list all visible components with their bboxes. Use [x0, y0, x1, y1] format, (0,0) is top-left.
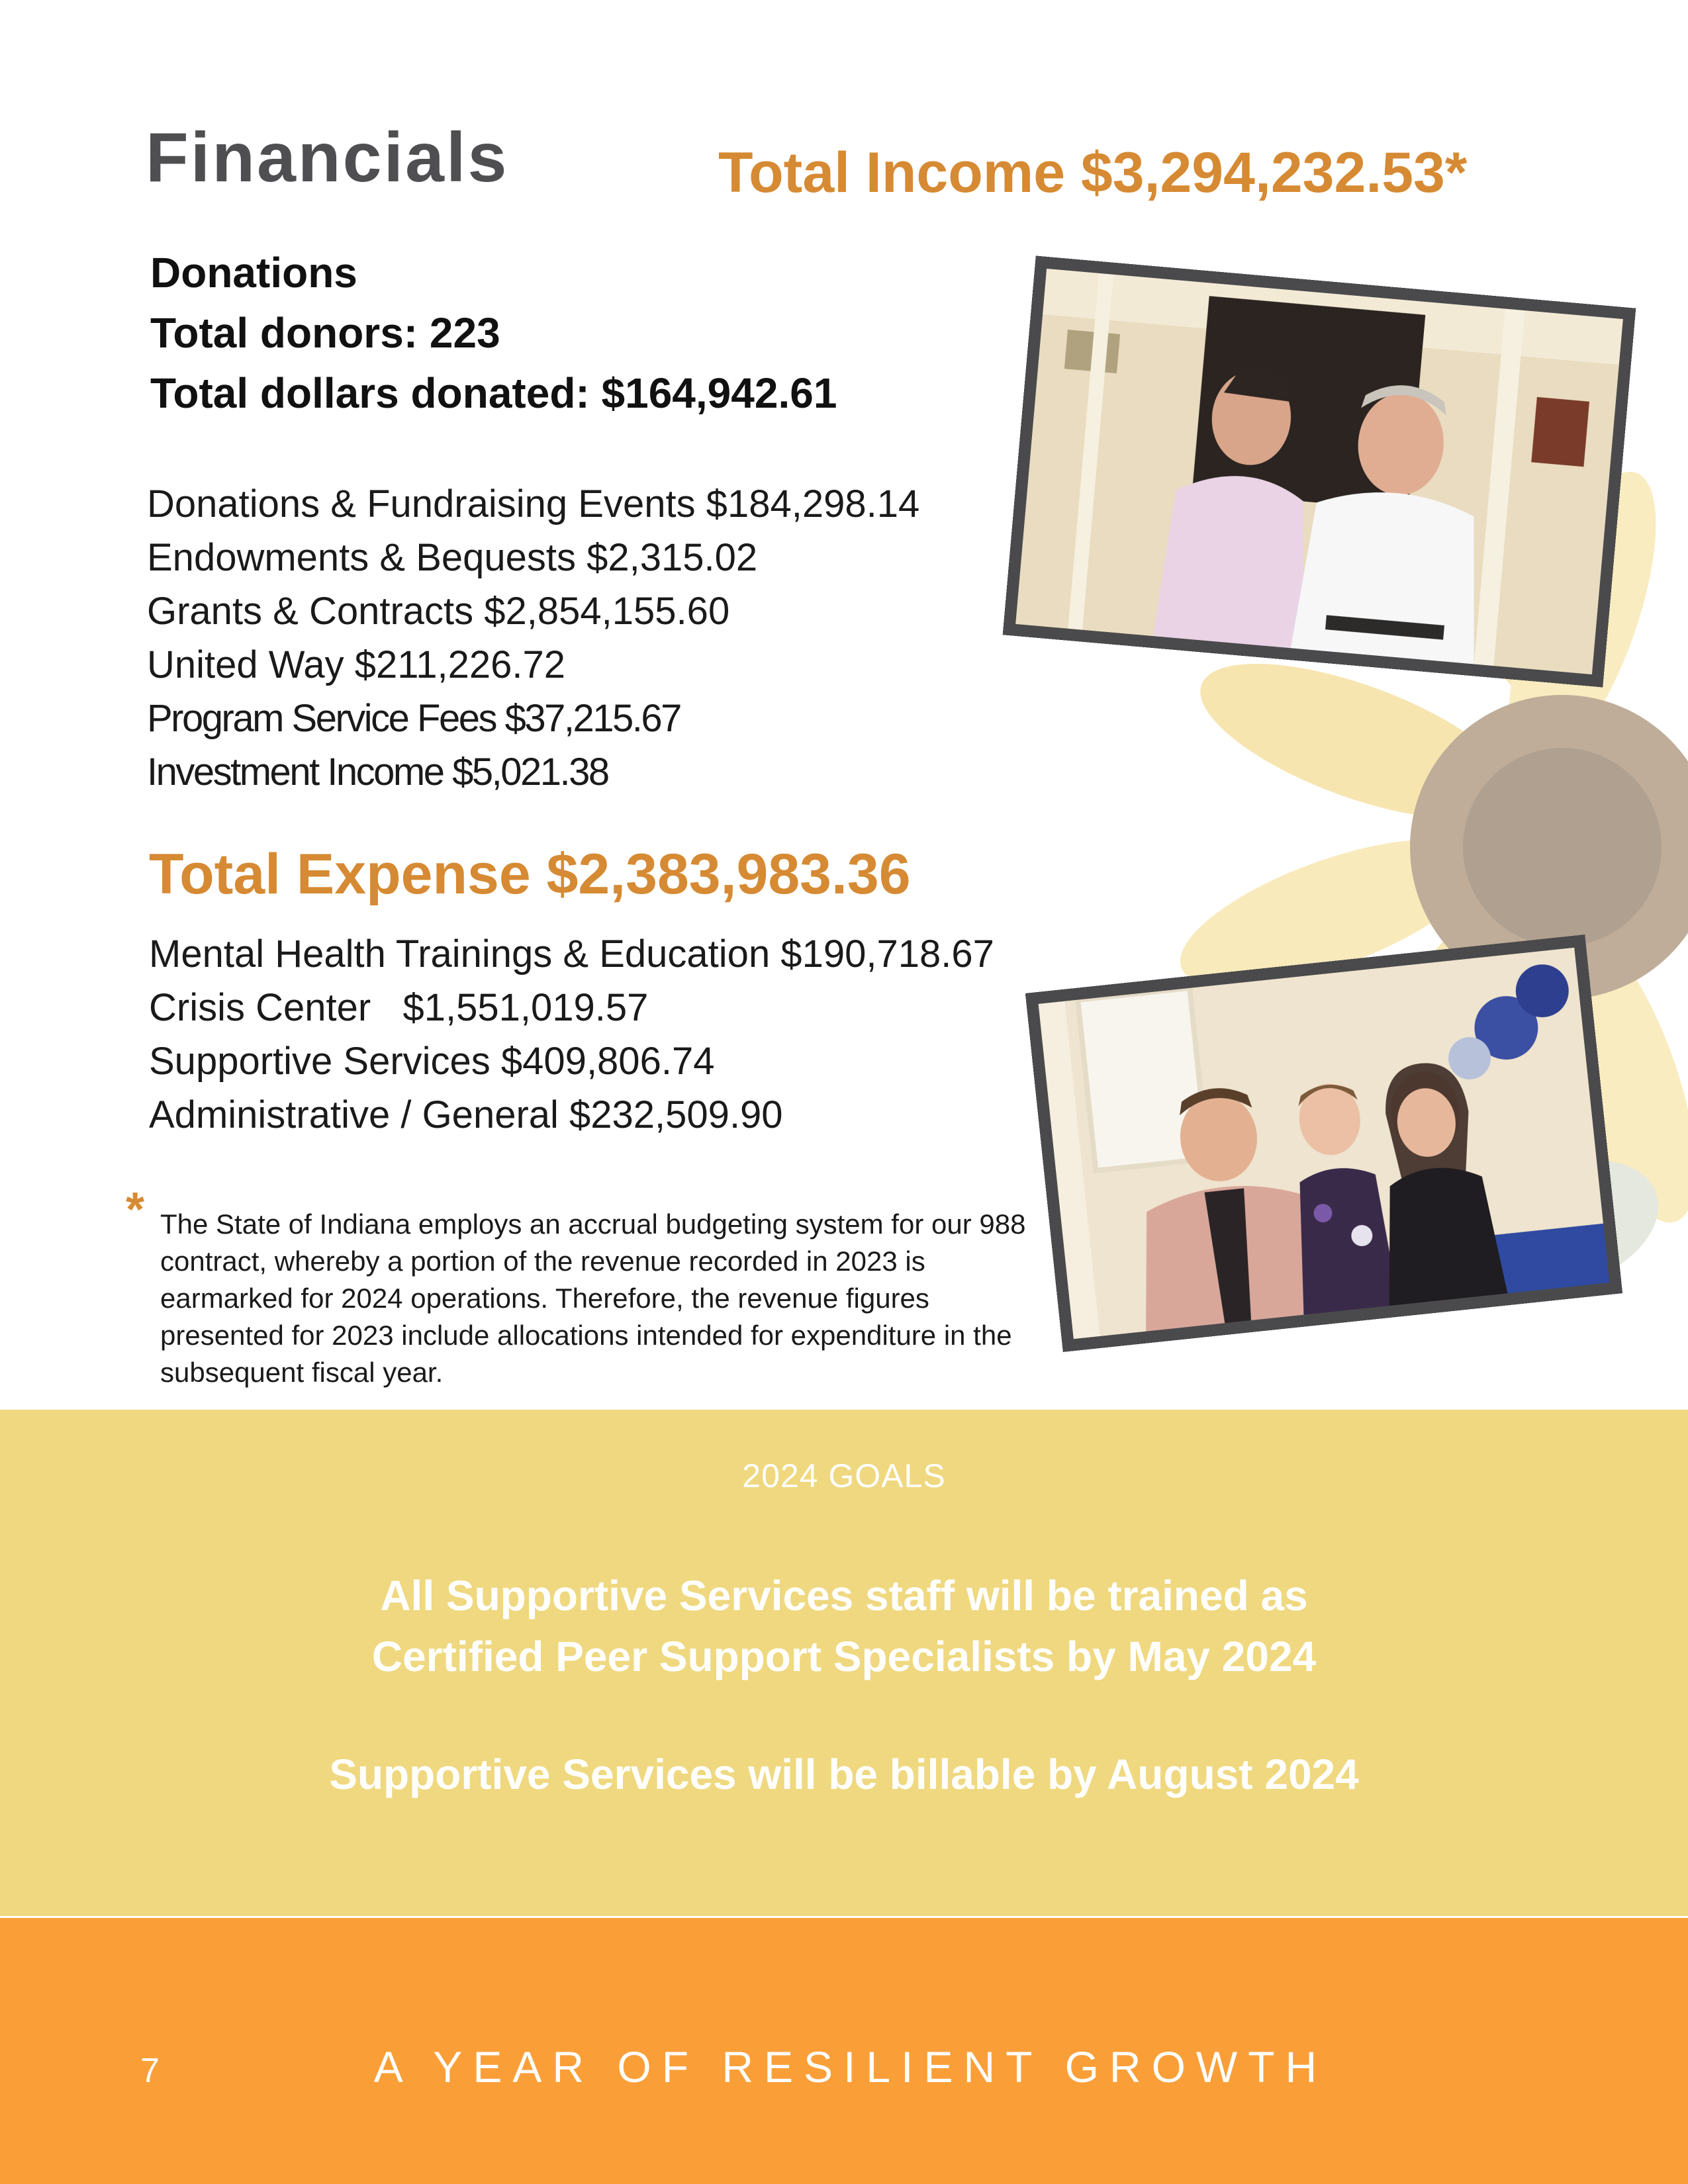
- page-title: Financials: [146, 118, 509, 197]
- total-expense-heading: Total Expense $2,383,983.36: [149, 842, 911, 906]
- income-item: United Way $211,226.72: [147, 643, 565, 686]
- expense-item: Administrative / General $232,509.90: [149, 1093, 783, 1136]
- income-item: Investment Income $5,021.38: [147, 751, 608, 794]
- income-item: Grants & Contracts $2,854,155.60: [147, 590, 730, 633]
- income-item: Endowments & Bequests $2,315.02: [147, 536, 758, 579]
- footnote-asterisk: *: [126, 1183, 145, 1236]
- expense-item: Supportive Services $409,806.74: [149, 1040, 715, 1083]
- photo-two-men: [1003, 255, 1636, 687]
- income-item: Program Service Fees $37,215.67: [147, 697, 680, 740]
- total-income-heading: Total Income $3,294,232.53*: [718, 141, 1468, 205]
- expense-item: Mental Health Trainings & Education $190,718.67: [149, 933, 994, 976]
- photo-family: [1025, 934, 1622, 1352]
- page-number: 7: [140, 2052, 160, 2090]
- footer-tagline: A YEAR OF RESILIENT GROWTH: [373, 2042, 1328, 2091]
- footnote-text: The State of Indiana employs an accrual budgeting system for our 988 contract, whereby a portion of the revenue recorded in 2023 is earmarked for 2024 operations. Therefore, the revenue figures presented for 2023 include allocations intended for expenditure in the subsequent fiscal year.: [160, 1208, 1026, 1388]
- income-item: Donations & Fundraising Events $184,298.14: [147, 482, 920, 525]
- total-donors: Total donors: 223: [150, 309, 500, 357]
- goals-heading: 2024 GOALS: [742, 1457, 946, 1494]
- goal-1-line-2: Certified Peer Support Specialists by May 2024: [371, 1633, 1317, 1680]
- goal-1: [0, 1565, 1688, 1687]
- goal-2: Supportive Services will be billable by August 2024: [329, 1751, 1359, 1798]
- goal-1-line-1: All Supportive Services staff will be trained as: [380, 1572, 1308, 1619]
- donations-heading: Donations: [150, 249, 357, 296]
- total-dollars-donated: Total dollars donated: $164,942.61: [150, 369, 837, 417]
- expense-item: Crisis Center $1,551,019.57: [149, 986, 649, 1029]
